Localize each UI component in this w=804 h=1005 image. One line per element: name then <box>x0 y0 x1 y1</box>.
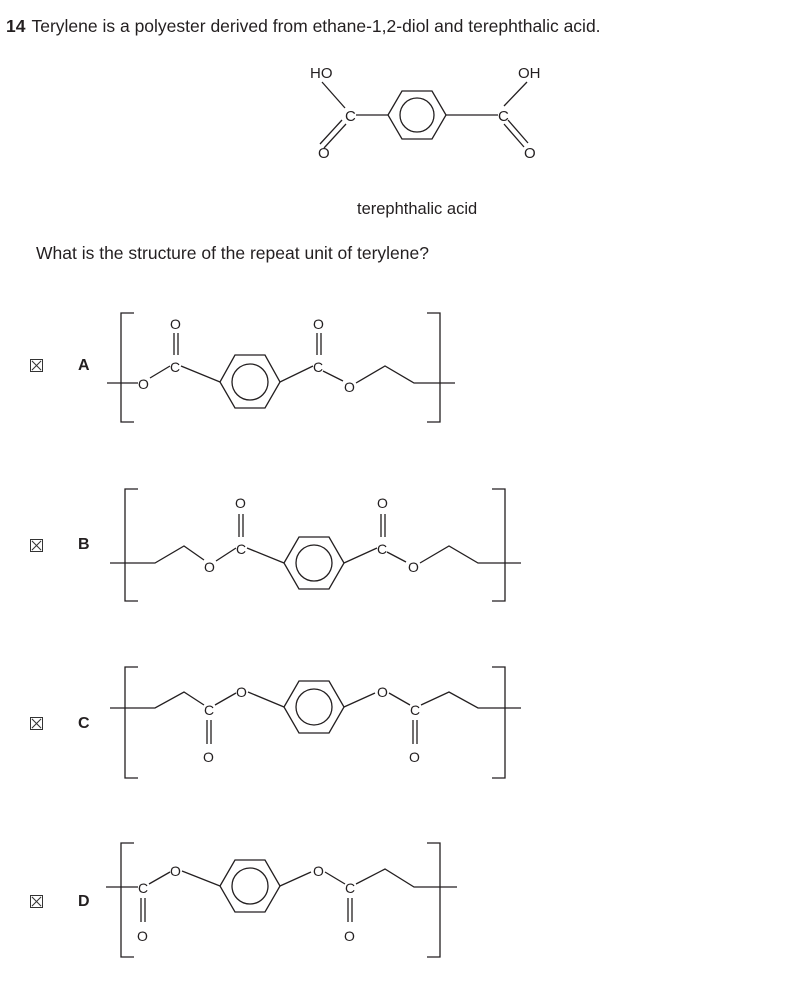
o-atom: O <box>137 928 148 944</box>
option-c-letter: C <box>78 715 90 732</box>
c-atom: C <box>377 541 388 557</box>
o-atom: O <box>138 376 149 392</box>
carbon-label: C <box>498 108 509 125</box>
o-atom: O <box>170 863 181 879</box>
option-a-structure <box>0 300 804 430</box>
c-atom: C <box>170 359 181 375</box>
o-atom: O <box>203 749 214 765</box>
c-atom: C <box>236 541 247 557</box>
oxygen-label: O <box>318 145 330 162</box>
terephthalic-acid-structure <box>0 55 804 225</box>
c-atom: C <box>138 880 149 896</box>
o-atom: O <box>344 928 355 944</box>
option-a-letter: A <box>78 357 90 374</box>
question-stem <box>6 16 601 37</box>
o-atom: O <box>377 684 388 700</box>
c-atom: C <box>345 880 356 896</box>
o-atom: O <box>204 559 215 575</box>
o-atom: O <box>313 863 324 879</box>
c-atom: C <box>410 702 421 718</box>
o-atom: O <box>235 495 246 511</box>
option-b-letter: B <box>78 536 90 553</box>
option-d-letter: D <box>78 893 90 910</box>
c-atom: C <box>204 702 215 718</box>
option-d-structure <box>0 835 804 965</box>
oxygen-label: O <box>524 145 536 162</box>
option-b-structure <box>0 480 804 610</box>
o-atom: O <box>344 379 355 395</box>
terephthalic-acid-caption: terephthalic acid <box>357 200 478 218</box>
question-number: 14 <box>6 16 26 36</box>
ho-label: HO <box>310 65 333 82</box>
carbon-label: C <box>345 108 356 125</box>
o-atom: O <box>409 749 420 765</box>
o-atom: O <box>236 684 247 700</box>
o-atom: O <box>313 316 324 332</box>
sub-question: What is the structure of the repeat unit of terylene? <box>36 243 429 263</box>
o-atom: O <box>170 316 181 332</box>
option-c-structure <box>0 660 804 790</box>
o-atom: O <box>377 495 388 511</box>
c-atom: C <box>313 359 324 375</box>
o-atom: O <box>408 559 419 575</box>
oh-label: OH <box>518 65 541 82</box>
question-text: Terylene is a polyester derived from ethane-1,2-diol and terephthalic acid. <box>31 16 601 36</box>
